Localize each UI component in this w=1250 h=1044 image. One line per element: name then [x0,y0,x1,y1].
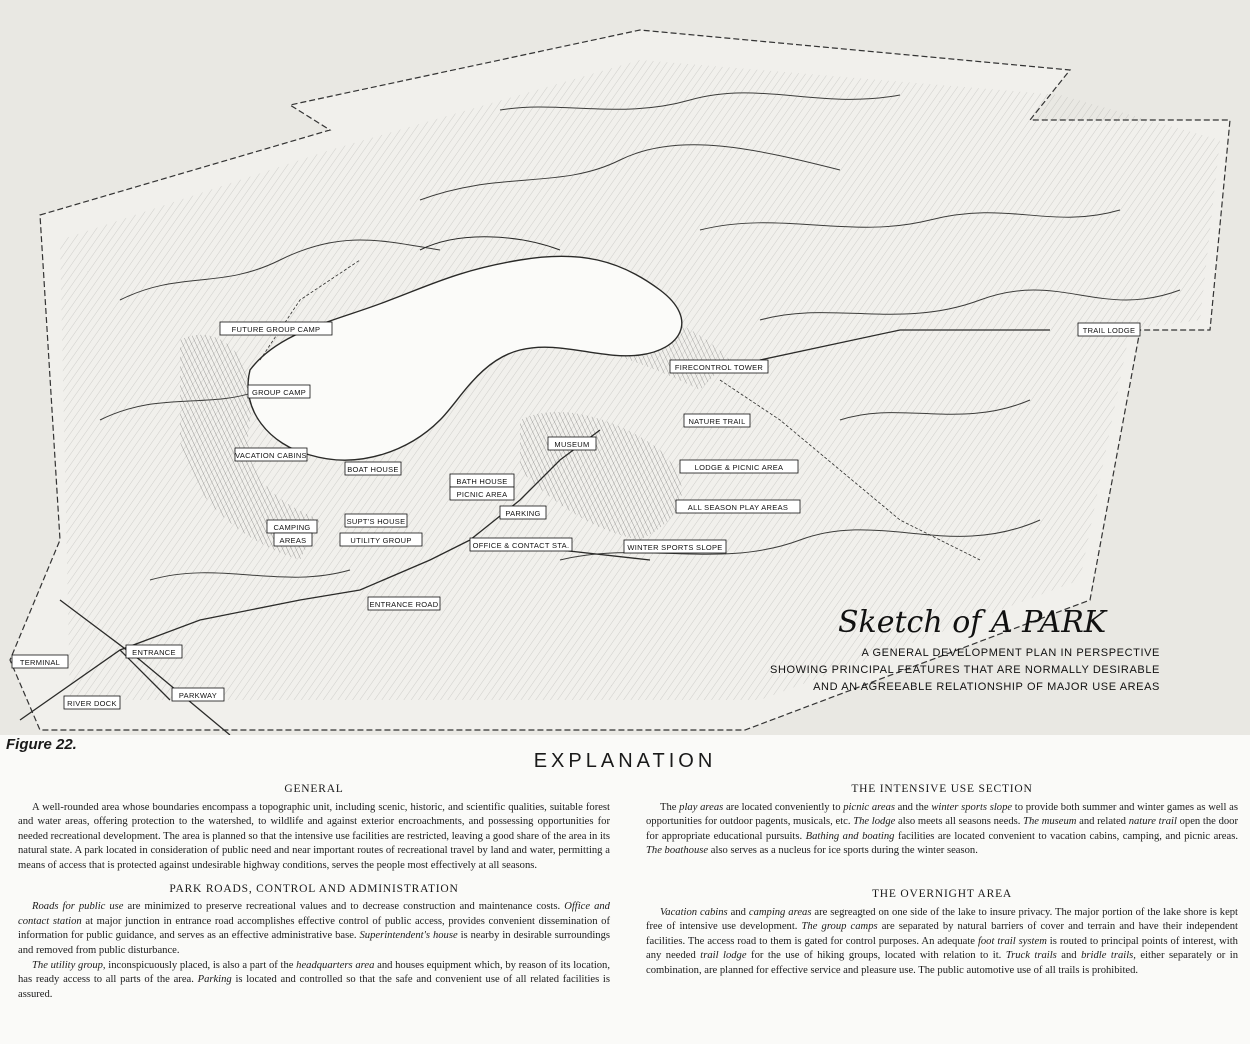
svg-text:VACATION CABINS: VACATION CABINS [235,451,307,460]
svg-text:TERMINAL: TERMINAL [19,658,61,667]
map-label-winter-sports-slope [624,540,726,553]
map-label-camping [267,520,317,533]
svg-text:BATH HOUSE: BATH HOUSE [456,477,508,486]
map-label-vacation-cabins [235,448,307,461]
map-label-lodge-picnic-area [680,460,798,473]
map-label-all-season-play-areas [676,500,800,513]
general-heading: GENERAL [284,783,344,795]
map-label-parking [500,506,546,519]
svg-text:GROUP CAMP: GROUP CAMP [251,388,307,397]
svg-text:PARKWAY: PARKWAY [178,691,218,700]
svg-text:RIVER DOCK: RIVER DOCK [67,699,117,708]
svg-text:SUPT'S HOUSE: SUPT'S HOUSE [346,517,406,526]
map-label-group-camp [248,385,310,398]
intensive-text: The play areas are located conveniently to picnic areas and the winter sports slope to provide both summer and winter games as well as opportunities for outdoor pagents, musicals, etc. The lodge also meets all seasons needs. The museum and related nature trail open the door for appropriate educational pursuits. Bathing and boating facilities are located convenient to vacation cabins, camping, and picnic areas. The boathouse also serves as a nucleus for ice sports during the winter season. [646,801,1239,857]
svg-text:WINTER SPORTS SLOPE: WINTER SPORTS SLOPE [627,543,723,552]
svg-text:CAMPING: CAMPING [273,523,311,532]
roads-paragraph-2: The utility group, inconspicuously placed, is also a part of the headquarters area and houses equipment which, by reason of its location, has ready access to all parts of the area. Parking is located and controlled so that the safe and convenient use of all related facilities is assured. [18,959,611,1000]
svg-text:PARKING: PARKING [505,509,541,518]
map-label-boat-house [345,462,401,475]
map-title: Sketch of A PARK [838,605,1107,640]
map-subtitle-line-1: A GENERAL DEVELOPMENT PLAN IN PERSPECTIVE [861,647,1160,659]
map-label-picnic-area [450,487,514,500]
map-label-terminal [12,655,68,668]
map-label-office-contact-station [470,538,572,551]
map-subtitle-line-3: AND AN AGREEABLE RELATIONSHIP OF MAJOR USE AREAS [813,681,1160,693]
map-subtitle-line-2: SHOWING PRINCIPAL FEATURES THAT ARE NORMALLY DESIRABLE [770,664,1160,676]
explanation-title: EXPLANATION [533,750,717,772]
svg-text:UTILITY GROUP: UTILITY GROUP [350,536,412,545]
map-label-entrance-road [368,597,440,610]
svg-text:ENTRANCE ROAD: ENTRANCE ROAD [369,600,439,609]
svg-text:ENTRANCE: ENTRANCE [132,648,176,657]
svg-text:AREAS: AREAS [279,536,307,545]
map-label-areas [274,533,312,546]
svg-text:TRAIL LODGE: TRAIL LODGE [1082,326,1136,335]
svg-text:OFFICE & CONTACT STA.: OFFICE & CONTACT STA. [472,541,570,550]
map-label-nature-trail [684,414,750,427]
intensive-heading: THE INTENSIVE USE SECTION [851,783,1033,795]
svg-text:ALL SEASON PLAY AREAS: ALL SEASON PLAY AREAS [687,503,789,512]
figure-caption: Figure 22. [6,736,77,753]
svg-text:PICNIC AREA: PICNIC AREA [456,490,508,499]
general-text: A well-rounded area whose boundaries encompass a topographic unit, including scenic, historic, and scientific qualities, suitable forest and water areas, offering protection to the watershed, to wildlife and against exterior encroachments, and possessing opportunities for needed recreational development. The area is planned so that the intensive use facilities are restricted, leaving a good share of the area in its natural state. A park located in consideration of public need and near important routes of recreational travel by land and water, permitting a means of access that is protected against undesirable highway conditions, serves the people most effectively at all seasons. [18,801,610,871]
right-column [646,782,1238,979]
map-label-museum [548,437,596,450]
map-label-bath-house [450,474,514,487]
overnight-heading: THE OVERNIGHT AREA [871,887,1013,900]
map-label-supts-house [345,514,407,527]
map-label-parkway [172,688,224,701]
map-label-firecontrol-tower [670,360,768,373]
map-label-entrance [126,645,182,658]
overnight-text: Vacation cabins and camping areas are segreagted on one side of the lake to insure privacy. The major portion of the lake shore is kept free of intensive use development. The group camps are separated by natural barriers of cover and terrain and have their independent facilities. The access road to them is gated for control purposes. An adequate foot trail system is routed to principal points of interest, with any needed trail lodge for the use of hiking groups, located with relation to it. Truck trails and bridle trails, either separately or in combination, are planned for effective service and pleasure use. The public automotive use of all trails is prohibited. [646,906,1239,976]
roads-paragraph-1: Roads for public use are minimized to preserve recreational values and to decrease construction and maintenance costs. Office and contact station at major junction in entrance road accomplishes effective control of public access, provides convenient dissemination of information for public guidance, and serves as an effective administrative base. Superintendent's house is nearby in desirable surroundings and removed from public disturbance. [18,901,610,956]
map-label-future-group-camp [220,322,332,335]
map-label-utility-group [340,533,422,546]
left-column [18,782,610,1002]
svg-text:BOAT HOUSE: BOAT HOUSE [347,465,399,474]
svg-text:MUSEUM: MUSEUM [554,440,590,449]
svg-text:FUTURE GROUP CAMP: FUTURE GROUP CAMP [231,325,321,334]
map-label-trail-lodge [1078,323,1140,336]
svg-text:LODGE & PICNIC AREA: LODGE & PICNIC AREA [694,463,784,472]
svg-text:FIRECONTROL TOWER: FIRECONTROL TOWER [674,363,764,372]
map-label-river-dock [64,696,120,709]
svg-text:NATURE TRAIL: NATURE TRAIL [688,417,746,426]
roads-heading: PARK ROADS, CONTROL AND ADMINISTRATION [169,882,459,895]
